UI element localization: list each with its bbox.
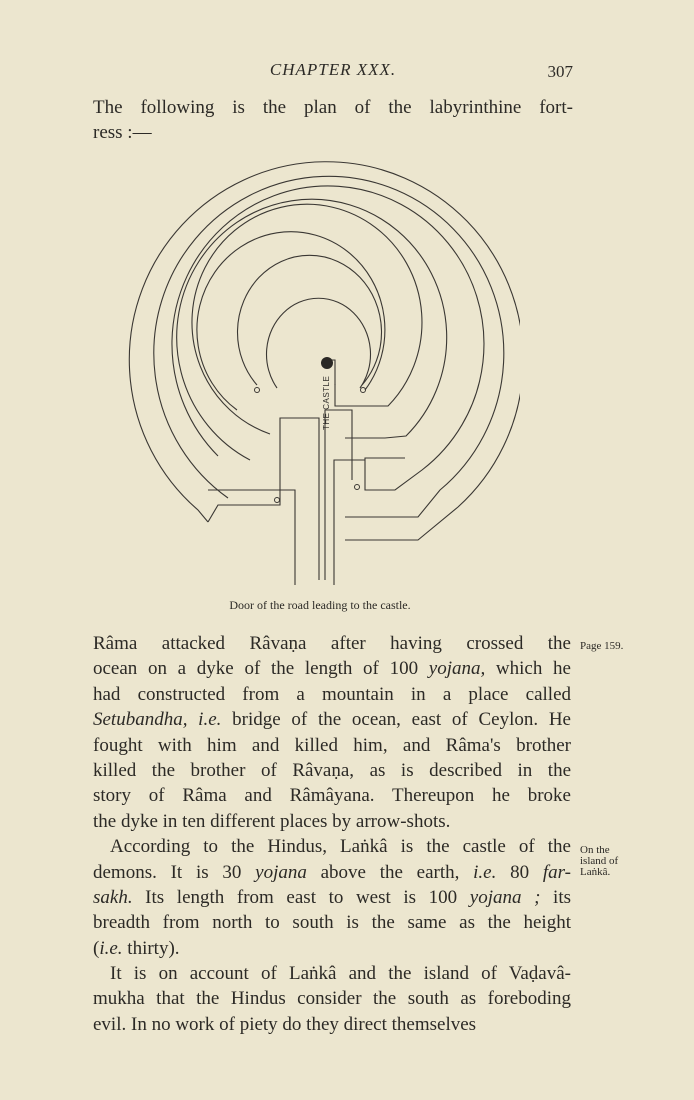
- paragraph1-line-5: [93, 733, 571, 758]
- labyrinth-plan: [120, 160, 520, 600]
- maze-dot-2: [361, 388, 366, 393]
- text-run: which he: [485, 658, 571, 680]
- paragraph2-line-1: [93, 834, 571, 859]
- text-run: fought with him and killed him, and Râma's brother: [93, 734, 571, 756]
- sidenote-island-line-3: Laṅkâ.: [580, 866, 611, 878]
- text-run: story of Râma and Râmâyana. Thereupon he broke: [93, 785, 571, 807]
- paragraph3-line-3: [93, 1012, 571, 1037]
- text-run: yojana: [255, 861, 307, 883]
- text-run: the dyke in ten different places by arrow-shots.: [93, 810, 451, 832]
- paragraph1-line-3: [93, 682, 571, 707]
- maze-dot-3: [275, 498, 280, 503]
- maze-wall-8: [267, 298, 371, 388]
- castle-marker: [321, 357, 333, 369]
- text-run: far-: [542, 861, 571, 883]
- paragraph1-line-7: [93, 783, 571, 808]
- text-run: ocean on a dyke of the length of 100: [93, 658, 429, 680]
- text-run: had constructed from a mountain in a place called: [93, 683, 571, 705]
- text-run: Râma attacked Râvaṇa after having crossed the: [93, 633, 571, 654]
- maze-dot-4: [355, 485, 360, 490]
- intro-text: [93, 95, 573, 146]
- chapter-heading: CHAPTER XXX.: [269, 60, 397, 79]
- text-run: (: [93, 937, 100, 959]
- running-head: [93, 60, 573, 84]
- sidenote-island-line-1: On the: [580, 844, 610, 856]
- sidenote-island: [580, 845, 650, 878]
- maze-wall-6: [197, 232, 385, 410]
- text-run: yojana,: [428, 658, 486, 680]
- maze-wall-3: [172, 186, 484, 490]
- text-run: demons. It is 30: [93, 861, 256, 883]
- maze-wall-4: [177, 199, 447, 460]
- intro-line-2: ress :—: [93, 122, 152, 144]
- sidenote-page-ref: Page 159.: [580, 640, 624, 652]
- text-run: It is on account of Laṅkâ and the island of Vaḍavâ-: [110, 963, 571, 985]
- maze-wall-5: [192, 204, 422, 434]
- figure-caption: Door of the road leading to the castle.: [229, 598, 411, 612]
- text-run: killed the brother of Râvaṇa, as is described in the: [93, 759, 571, 781]
- paragraph2-line-2: [93, 860, 571, 885]
- text-run: thirty).: [122, 937, 180, 959]
- paragraph1-line-2: [93, 656, 571, 681]
- text-run: above the earth,: [306, 861, 474, 883]
- paragraph1-line-8: [93, 809, 571, 834]
- paragraph2-line-5: [93, 936, 571, 961]
- paragraph-2: [93, 834, 571, 961]
- paragraph1-line-6: [93, 758, 571, 783]
- text-run: Its length from east to west is 100: [132, 886, 470, 908]
- text-run: mukha that the Hindus consider the south as foreboding: [93, 988, 571, 1010]
- text-run: yojana ;: [469, 886, 541, 908]
- text-run: Setubandha, i.e.: [93, 709, 222, 731]
- central-path-right: [325, 410, 352, 580]
- paragraph2-line-3: [93, 885, 571, 910]
- body-text: [93, 631, 571, 1037]
- paragraph2-line-4: [93, 910, 571, 935]
- sidenote-island-line-2: island of: [580, 855, 619, 867]
- paragraph3-line-2: [93, 986, 571, 1011]
- castle-label: THE CASTLE: [322, 375, 331, 430]
- text-run: According to the Hindus, Laṅkâ is the castle of the: [110, 836, 571, 858]
- text-run: its: [540, 886, 571, 908]
- intro-line-1: The following is the plan of the labyrinthine fort-: [93, 97, 573, 118]
- paragraph-1: [93, 631, 571, 834]
- paragraph3-line-1: [93, 961, 571, 986]
- text-run: 80: [496, 861, 543, 883]
- text-run: i.e.: [473, 861, 497, 883]
- road-left: [208, 490, 295, 585]
- text-run: i.e.: [99, 937, 123, 959]
- road-right: [334, 460, 365, 585]
- text-run: bridge of the ocean, east of Ceylon. He: [221, 709, 571, 731]
- maze-dot-1: [255, 388, 260, 393]
- paragraph1-line-4: [93, 707, 571, 732]
- paragraph-3: [93, 961, 571, 1037]
- paragraph1-line-1: [93, 631, 571, 656]
- maze-wall-2: [154, 176, 504, 517]
- page-number: 307: [547, 62, 573, 81]
- text-run: breadth from north to south is the same as the height: [93, 912, 571, 934]
- text-run: evil. In no work of piety do they direct themselves: [93, 1013, 477, 1035]
- text-run: sakh.: [93, 886, 133, 908]
